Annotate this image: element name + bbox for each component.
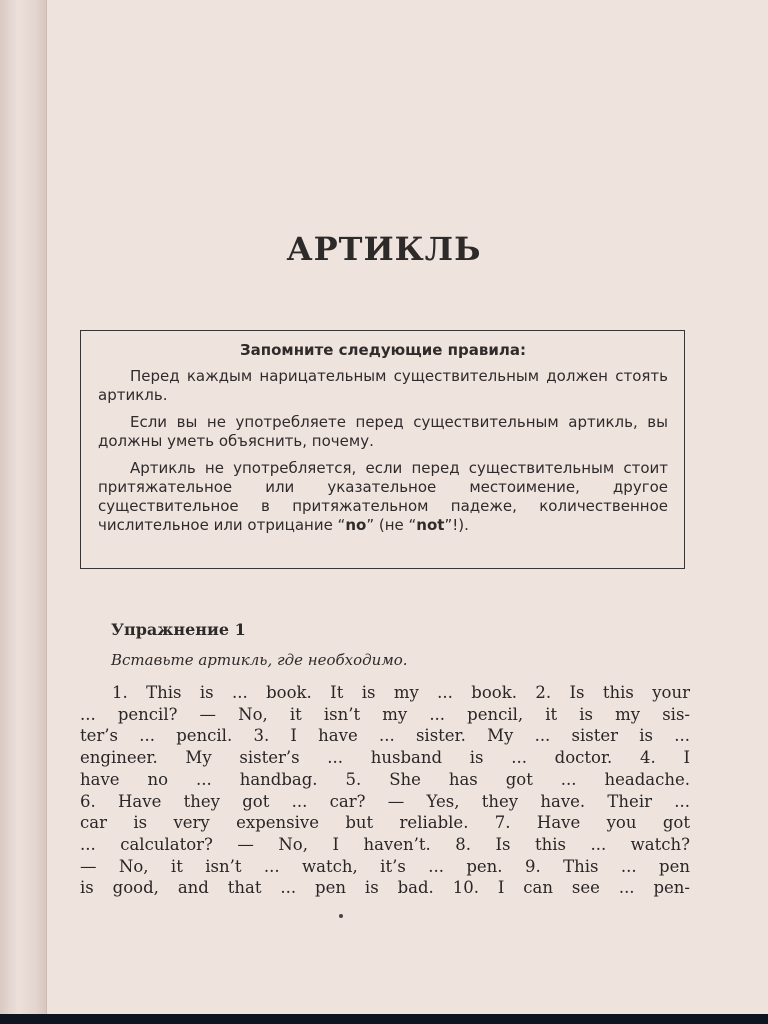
exercise-line: have no ... handbag. 5. She has got ... headache. bbox=[80, 769, 690, 789]
exercise-title: Упражнение 1 bbox=[111, 620, 246, 639]
rules-box bbox=[80, 330, 685, 569]
page-title: АРТИКЛЬ bbox=[286, 230, 482, 268]
exercise-line: ... pencil? — No, it isn’t my ... pencil, it is my sis- bbox=[80, 704, 690, 724]
rule-3-not: not bbox=[416, 516, 445, 534]
exercise-line: — No, it isn’t ... watch, it’s ... pen. 9. This ... pen bbox=[80, 856, 690, 876]
rules-heading: Запомните следующие правила: bbox=[239, 341, 527, 359]
exercise-instruction: Вставьте артикль, где необходимо. bbox=[111, 651, 408, 669]
exercise-line: 6. Have they got ... car? — Yes, they have. Their ... bbox=[80, 791, 690, 811]
exercise-line: ter’s ... pencil. 3. I have ... sister. My ... sister is ... bbox=[80, 726, 690, 746]
exercise-line: car is very expensive but reliable. 7. Have you got bbox=[80, 813, 690, 833]
rule-3-start: Артикль не употребляется, если перед существительным стоит притяжательное или указательное местоимение, другое существительное в притяжательном падеже, количественное числительное или отрицание “ bbox=[98, 459, 668, 534]
exercise-line: engineer. My sister’s ... husband is ... doctor. 4. I bbox=[80, 748, 690, 768]
rule-1: Перед каждым нарицательным существительным должен стоять артикль. bbox=[98, 367, 668, 404]
rule-3-end: ”!). bbox=[444, 516, 469, 534]
book-spine bbox=[0, 0, 47, 1014]
exercise-line: 1. This is ... book. It is my ... book. 2. Is this your bbox=[112, 683, 690, 702]
rule-3-middle: ” (не “ bbox=[366, 516, 417, 534]
print-speck bbox=[339, 914, 343, 918]
rule-3 bbox=[98, 459, 668, 535]
rule-2: Если вы не употребляете перед существительным артикль, вы должны уметь объяснить, почему. bbox=[98, 413, 668, 450]
rule-3-no: no bbox=[345, 516, 367, 534]
exercise-line: is good, and that ... pen is bad. 10. I can see ... pen- bbox=[80, 878, 690, 898]
exercise-text bbox=[80, 682, 690, 899]
exercise-line: ... calculator? — No, I haven’t. 8. Is this ... watch? bbox=[80, 834, 690, 854]
